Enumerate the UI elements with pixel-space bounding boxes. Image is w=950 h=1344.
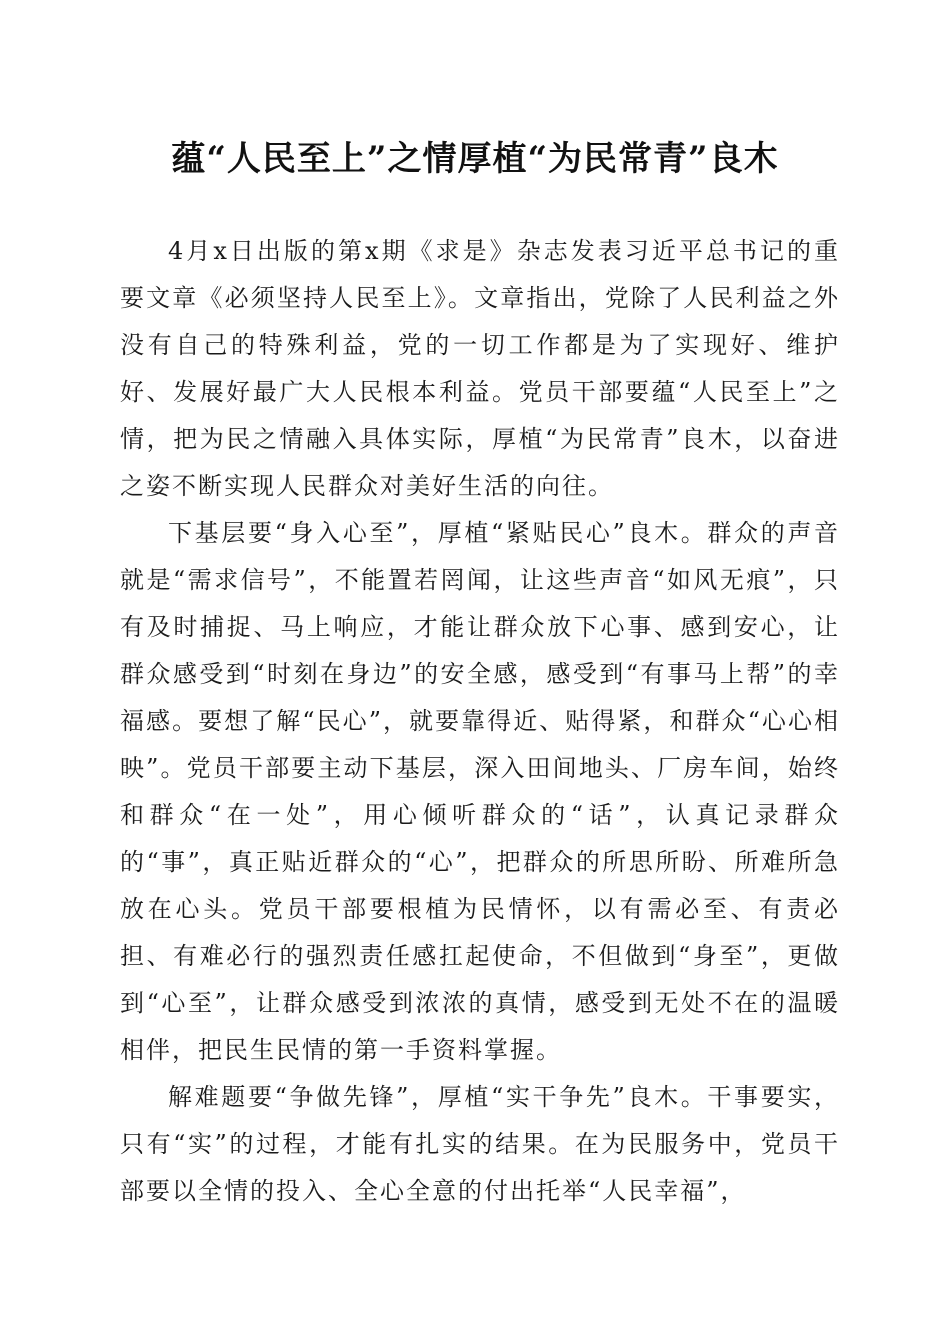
document-body	[120, 228, 840, 1215]
paragraph-1: 4月x日出版的第x期《求是》杂志发表习近平总书记的重要文章《必须坚持人民至上》。文章指出，党除了人民利益之外没有自己的特殊利益，党的一切工作都是为了实现好、维护好、发展好最广大人民根本利益。党员干部要蕴“人民至上”之情，把为民之情融入具体实际，厚植“为民常青”良木，以奋进之姿不断实现人民群众对美好生活的向往。	[120, 237, 840, 500]
paragraph-2: 下基层要“身入心至”，厚植“紧贴民心”良木。群众的声音就是“需求信号”，不能置若罔闻，让这些声音“如风无痕”，只有及时捕捉、马上响应，才能让群众放下心事、感到安心，让群众感受到“时刻在身边”的安全感，感受到“有事马上帮”的幸福感。要想了解“民心”，就要靠得近、贴得紧，和群众“心心相映”。党员干部要主动下基层，深入田间地头、厂房车间，始终和群众“在一处”，用心倾听群众的“话”，认真记录群众的“事”，真正贴近群众的“心”，把群众的所思所盼、所难所急放在心头。党员干部要根植为民情怀，以有需必至、有责必担、有难必行的强烈责任感扛起使命，不但做到“身至”，更做到“心至”，让群众感受到浓浓的真情，感受到无处不在的温暖相伴，把民生民情的第一手资料掌握。	[120, 519, 840, 1064]
document-title: 蕴“人民至上”之情厚植“为民常青”良木	[171, 139, 779, 179]
paragraph-3: 解难题要“争做先锋”，厚植“实干争先”良木。干事要实，只有“实”的过程，才能有扎实的结果。在为民服务中，党员干部要以全情的投入、全心全意的付出托举“人民幸福”，	[120, 1083, 840, 1205]
